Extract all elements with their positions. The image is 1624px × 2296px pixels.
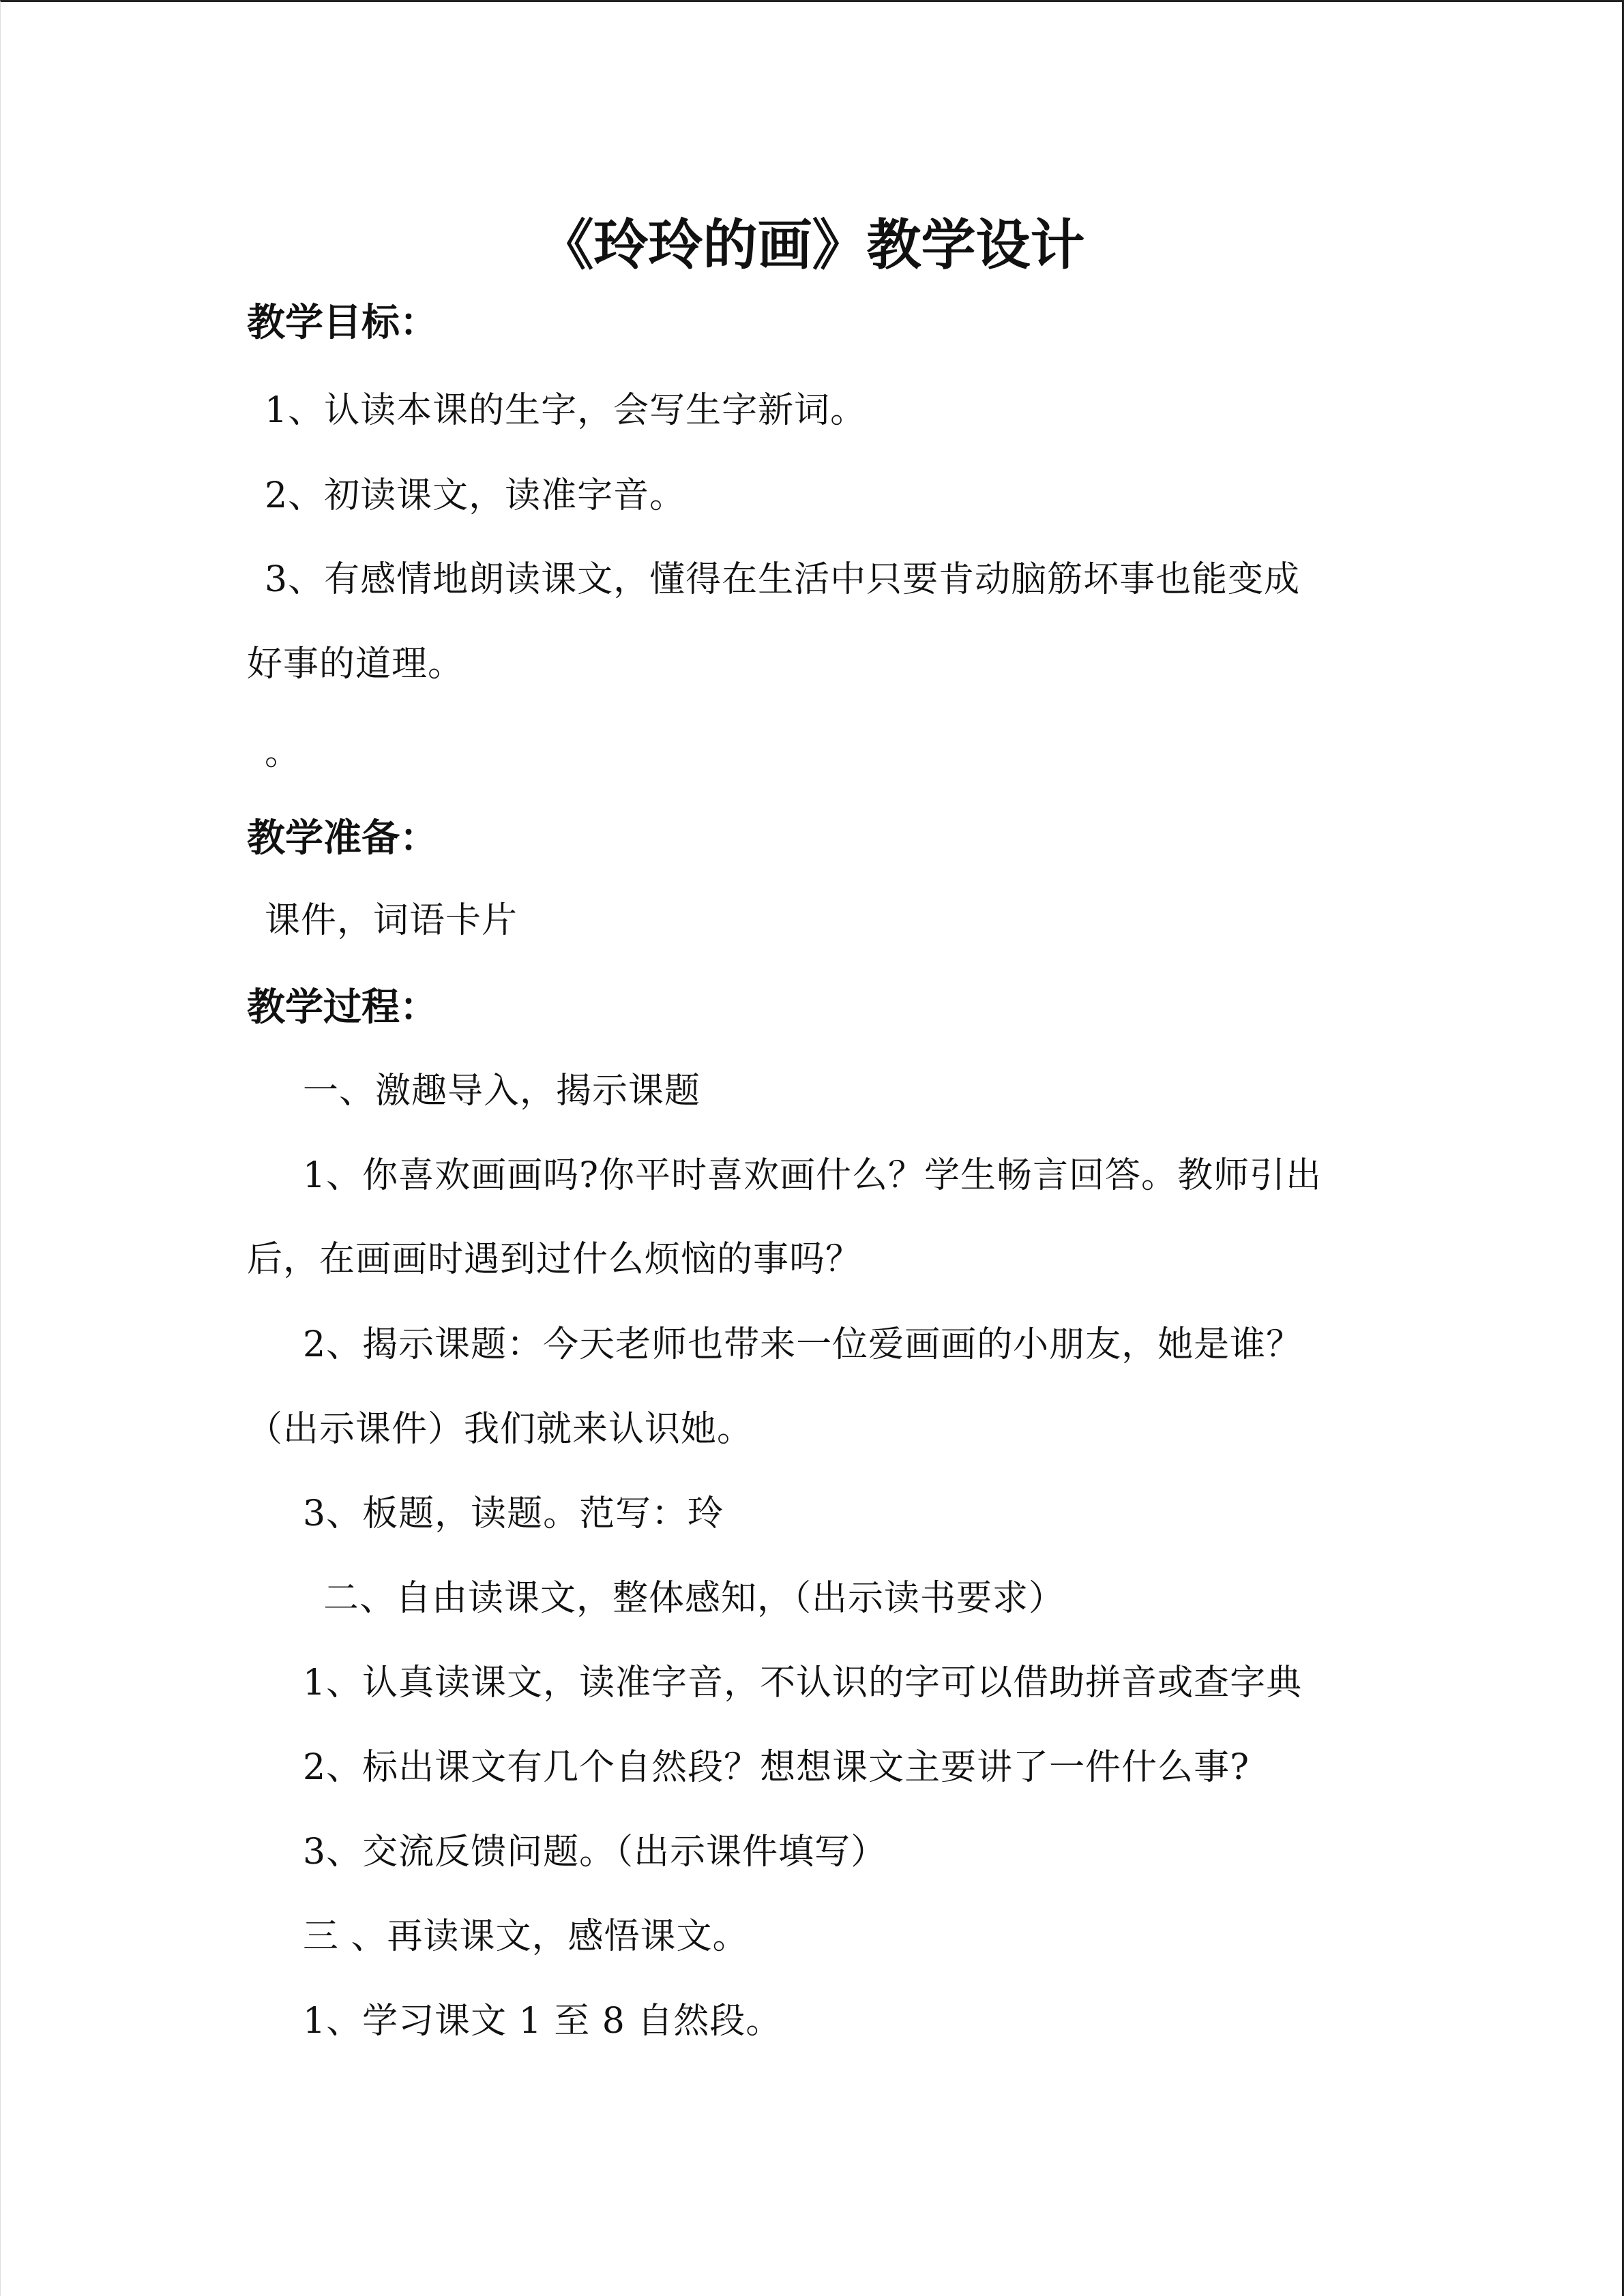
- process-line: 1、学习课文 1 至 8 自然段。: [303, 2001, 782, 2042]
- process-line: 2、标出课文有几个自然段？想想课文主要讲了一件什么事?: [303, 1747, 1250, 1788]
- process-line-continued: 后，在画画时遇到过什么烦恼的事吗？: [247, 1239, 862, 1280]
- objective-stray-mark: 。: [265, 732, 301, 773]
- process-section-heading: 一、激趣导入，揭示课题: [303, 1071, 701, 1112]
- process-heading: 教学过程：: [247, 985, 438, 1030]
- objective-item-continued: 好事的道理。: [247, 644, 464, 685]
- process-line: 1、认真读课文，读准字音，不认识的字可以借助拼音或查字典: [303, 1663, 1303, 1703]
- process-section-heading: 二、自由读课文，整体感知，（出示读书要求）: [323, 1578, 1065, 1619]
- document-title: 《玲玲的画》教学设计: [539, 213, 1085, 277]
- objective-item: 3、有感情地朗读课文，懂得在生活中只要肯动脑筋坏事也能变成: [265, 559, 1301, 600]
- objective-item: 1、认读本课的生字，会写生字新词。: [265, 390, 867, 431]
- process-line-continued: （出示课件）我们就来认识她。: [247, 1409, 754, 1450]
- process-line: 2、揭示课题：今天老师也带来一位爱画画的小朋友，她是谁？: [303, 1324, 1303, 1365]
- process-line: 1、你喜欢画画吗?你平时喜欢画什么？学生畅言回答。教师引出: [303, 1155, 1322, 1196]
- objective-item: 2、初读课文，读准字音。: [265, 475, 686, 516]
- preparation-heading: 教学准备：: [247, 816, 438, 861]
- process-line: 3、板题，读题。范写：玲: [303, 1493, 724, 1534]
- objectives-heading: 教学目标：: [247, 301, 438, 345]
- process-line: 3、交流反馈问题。（出示课件填写）: [303, 1832, 887, 1873]
- preparation-text: 课件，词语卡片: [265, 900, 518, 941]
- process-section-heading: 三 、再读课文，感悟课文。: [303, 1916, 749, 1957]
